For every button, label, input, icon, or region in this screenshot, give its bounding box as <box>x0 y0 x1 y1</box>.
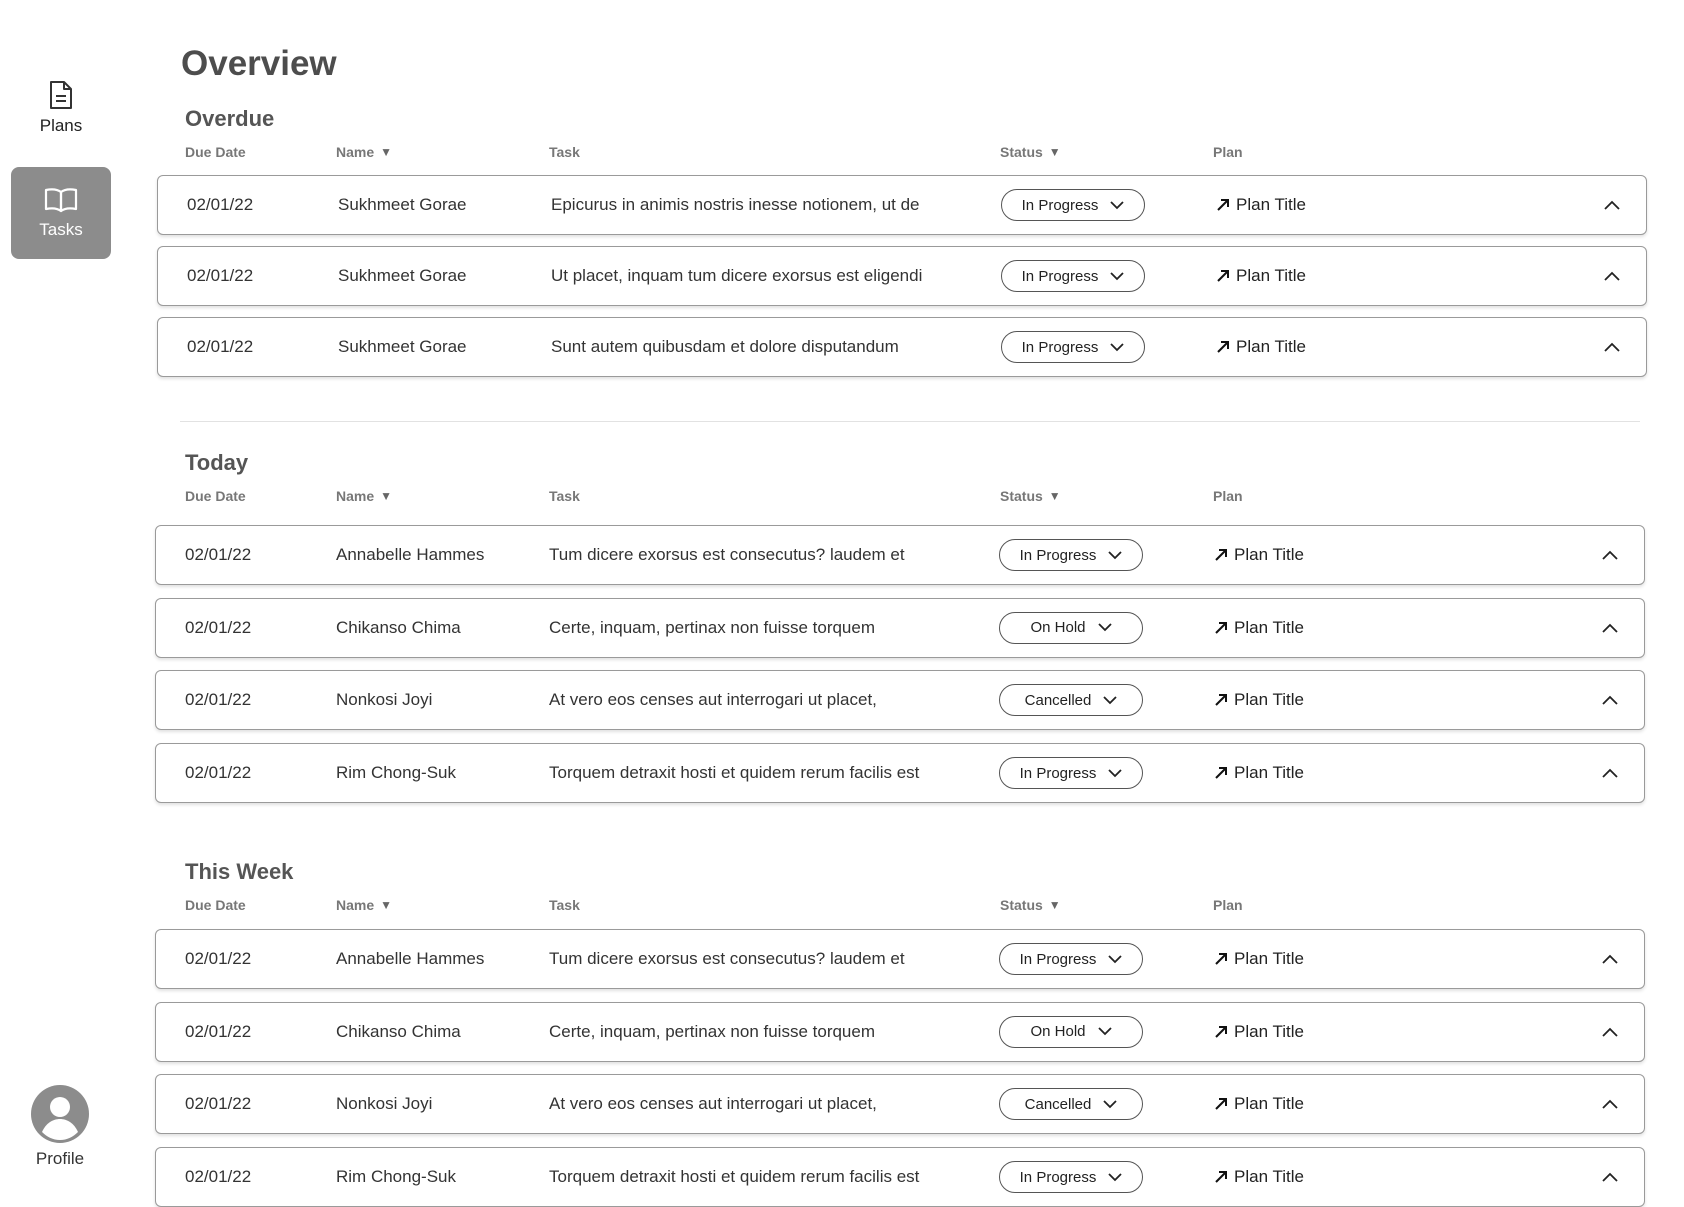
collapse-button[interactable] <box>1604 247 1620 305</box>
sidebar-item-tasks[interactable] <box>11 167 111 259</box>
due-date-cell: 02/01/22 <box>185 545 252 564</box>
column-header-label: Task <box>549 144 580 160</box>
chevron-down-icon <box>1108 551 1122 560</box>
column-header-label: Status <box>1000 488 1043 504</box>
sidebar-item-label: Plans <box>39 116 83 135</box>
column-header-plan <box>1213 144 1243 160</box>
plan-link[interactable] <box>1214 1094 1304 1114</box>
plan-cell <box>1214 1148 1304 1206</box>
due-date-cell: 02/01/22 <box>187 195 254 214</box>
chevron-down-icon <box>1108 955 1122 964</box>
chevron-up-icon <box>1602 1099 1618 1109</box>
assignee-name-cell: Annabelle Hammes <box>336 545 485 564</box>
task-row[interactable] <box>155 670 1645 730</box>
column-header-label: Status <box>1000 897 1043 913</box>
column-header-due-date <box>185 488 246 504</box>
collapse-button[interactable] <box>1604 318 1620 376</box>
column-header-label: Plan <box>1213 144 1243 160</box>
status-cell <box>999 1148 1143 1206</box>
task-description-cell: At vero eos censes aut interrogari ut placet, <box>549 690 877 710</box>
status-dropdown[interactable] <box>999 539 1143 571</box>
status-value: Cancelled <box>1024 1095 1092 1113</box>
plan-title: Plan Title <box>1234 545 1304 564</box>
status-cell <box>999 930 1143 988</box>
status-value: In Progress <box>1019 546 1097 564</box>
plan-title: Plan Title <box>1234 1094 1304 1114</box>
collapse-button[interactable] <box>1604 176 1620 234</box>
due-date-cell: 02/01/22 <box>185 763 252 783</box>
plan-link[interactable] <box>1214 949 1304 969</box>
status-cell <box>1001 176 1145 234</box>
document-icon <box>48 80 74 110</box>
column-header-label: Task <box>549 488 580 504</box>
section-title: Overdue <box>185 106 275 131</box>
chevron-up-icon <box>1602 550 1618 560</box>
status-value: In Progress <box>1021 267 1099 285</box>
status-dropdown[interactable] <box>1001 260 1145 292</box>
arrow-up-right-icon <box>1214 693 1228 707</box>
task-row[interactable] <box>155 598 1645 658</box>
status-cell <box>999 599 1143 657</box>
arrow-up-right-icon <box>1216 269 1230 283</box>
column-header-plan <box>1213 488 1243 504</box>
arrow-up-right-icon <box>1214 766 1228 780</box>
column-header-due-date <box>185 144 246 160</box>
due-date-cell: 02/01/22 <box>185 617 252 637</box>
status-value: Cancelled <box>1024 691 1092 709</box>
status-cell <box>1001 247 1145 305</box>
profile-button[interactable] <box>10 1085 110 1169</box>
plan-cell <box>1214 671 1304 729</box>
arrow-up-right-icon <box>1216 340 1230 354</box>
assignee-name-cell: Sukhmeet Gorae <box>338 337 467 356</box>
plan-link[interactable] <box>1216 195 1306 215</box>
chevron-down-icon <box>1098 623 1112 632</box>
status-dropdown[interactable] <box>1001 189 1145 221</box>
plan-title: Plan Title <box>1236 266 1306 285</box>
arrow-up-right-icon <box>1214 1170 1228 1184</box>
due-date-cell: 02/01/22 <box>187 266 254 285</box>
chevron-up-icon <box>1602 623 1618 633</box>
plan-title: Plan Title <box>1234 1167 1304 1187</box>
status-dropdown[interactable] <box>999 684 1143 716</box>
assignee-name-cell: Chikanso Chima <box>336 1021 461 1041</box>
plan-link[interactable] <box>1216 266 1306 286</box>
arrow-up-right-icon <box>1214 1097 1228 1111</box>
plan-cell <box>1216 176 1306 234</box>
assignee-name-cell: Nonkosi Joyi <box>336 1094 433 1114</box>
arrow-up-right-icon <box>1214 621 1228 635</box>
chevron-down-icon <box>1110 272 1124 281</box>
task-description-cell: At vero eos censes aut interrogari ut placet, <box>549 1094 877 1114</box>
assignee-name-cell: Sukhmeet Gorae <box>338 266 467 285</box>
assignee-name-cell: Rim Chong-Suk <box>336 763 456 783</box>
page-title: Overview <box>181 44 337 83</box>
assignee-name-cell: Sukhmeet Gorae <box>338 195 467 214</box>
chevron-down-icon <box>1108 1173 1122 1182</box>
due-date-cell: 02/01/22 <box>185 949 252 968</box>
task-description-cell: Ut placet, inquam tum dicere exorsus est eligendi <box>551 266 923 285</box>
arrow-up-right-icon <box>1214 548 1228 562</box>
task-row[interactable] <box>157 246 1647 306</box>
sort-down-icon[interactable]: ▼ <box>1048 489 1061 503</box>
collapse-button[interactable] <box>1602 930 1618 988</box>
chevron-up-icon <box>1602 1027 1618 1037</box>
task-description-cell: Torquem detraxit hosti et quidem rerum facilis est <box>549 763 920 783</box>
status-value: On Hold <box>1030 1023 1086 1041</box>
chevron-up-icon <box>1602 695 1618 705</box>
task-row[interactable] <box>155 525 1645 585</box>
plan-title: Plan Title <box>1234 763 1304 783</box>
sort-down-icon[interactable]: ▼ <box>1048 145 1061 159</box>
plan-cell <box>1214 526 1304 584</box>
sort-down-icon[interactable]: ▼ <box>380 489 393 503</box>
column-header-label: Due Date <box>185 488 246 504</box>
avatar-icon <box>31 1085 89 1143</box>
task-row[interactable] <box>155 1002 1645 1062</box>
chevron-down-icon <box>1110 201 1124 210</box>
status-value: In Progress <box>1019 950 1097 968</box>
collapse-button[interactable] <box>1602 671 1618 729</box>
chevron-down-icon <box>1110 343 1124 352</box>
plan-title: Plan Title <box>1234 690 1304 710</box>
status-dropdown[interactable] <box>1001 331 1145 363</box>
column-header-name[interactable] <box>336 144 392 160</box>
column-header-status[interactable] <box>1000 897 1061 913</box>
column-header-due-date <box>185 897 246 913</box>
plan-cell <box>1216 318 1306 376</box>
task-description-cell: Epicurus in animis nostris inesse notionem, ut de <box>551 195 920 214</box>
plan-link[interactable] <box>1214 618 1304 638</box>
status-value: In Progress <box>1021 196 1099 214</box>
task-row[interactable] <box>157 317 1647 377</box>
column-header-task <box>549 488 580 504</box>
status-dropdown[interactable] <box>999 1088 1143 1120</box>
due-date-cell: 02/01/22 <box>187 337 254 356</box>
plan-cell <box>1214 1075 1304 1133</box>
plan-link[interactable] <box>1216 337 1306 357</box>
plan-title: Plan Title <box>1234 617 1304 637</box>
assignee-name-cell: Rim Chong-Suk <box>336 1167 456 1187</box>
column-header-label: Plan <box>1213 897 1243 913</box>
status-dropdown[interactable] <box>999 1016 1143 1048</box>
task-row[interactable] <box>157 175 1647 235</box>
task-description-cell: Tum dicere exorsus est consecutus? laudem et <box>549 545 905 564</box>
column-header-label: Task <box>549 897 580 913</box>
plan-cell <box>1214 930 1304 988</box>
chevron-up-icon <box>1604 271 1620 281</box>
plan-title: Plan Title <box>1234 949 1304 968</box>
task-row[interactable] <box>155 1074 1645 1134</box>
status-value: In Progress <box>1019 1168 1097 1186</box>
chevron-up-icon <box>1602 1172 1618 1182</box>
status-dropdown[interactable] <box>999 757 1143 789</box>
arrow-up-right-icon <box>1214 1025 1228 1039</box>
plan-title: Plan Title <box>1234 1021 1304 1041</box>
column-header-label: Name <box>336 144 375 160</box>
plan-link[interactable] <box>1214 1022 1304 1042</box>
status-cell <box>999 1003 1143 1061</box>
column-header-status[interactable] <box>1000 488 1061 504</box>
sort-down-icon[interactable]: ▼ <box>380 898 393 912</box>
column-header-plan <box>1213 897 1243 913</box>
task-description-cell: Tum dicere exorsus est consecutus? laudem et <box>549 949 905 968</box>
plan-title: Plan Title <box>1236 195 1306 214</box>
column-header-status[interactable] <box>1000 144 1061 160</box>
column-header-label: Name <box>336 488 375 504</box>
plan-cell <box>1214 1003 1304 1061</box>
status-cell <box>1001 318 1145 376</box>
task-row[interactable] <box>155 1147 1645 1207</box>
status-cell <box>999 744 1143 802</box>
arrow-up-right-icon <box>1214 952 1228 966</box>
task-description-cell: Certe, inquam, pertinax non fuisse torquem <box>549 1021 876 1041</box>
plan-link[interactable] <box>1214 690 1304 710</box>
sort-down-icon[interactable]: ▼ <box>380 145 393 159</box>
column-header-label: Due Date <box>185 144 246 160</box>
plan-cell <box>1214 599 1304 657</box>
plan-link[interactable] <box>1214 545 1304 565</box>
status-cell <box>999 526 1143 584</box>
status-cell <box>999 671 1143 729</box>
section-divider <box>180 421 1640 422</box>
plan-link[interactable] <box>1214 763 1304 783</box>
due-date-cell: 02/01/22 <box>185 1167 252 1187</box>
section-title: This Week <box>185 859 294 884</box>
collapse-button[interactable] <box>1602 1148 1618 1206</box>
profile-label: Profile <box>35 1149 85 1168</box>
sidebar-item-label: Tasks <box>39 220 83 239</box>
chevron-up-icon <box>1602 954 1618 964</box>
section-title: Today <box>185 450 249 475</box>
chevron-up-icon <box>1604 342 1620 352</box>
task-description-cell: Sunt autem quibusdam et dolore disputandum <box>551 337 899 356</box>
chevron-up-icon <box>1602 768 1618 778</box>
status-value: On Hold <box>1030 619 1086 637</box>
sidebar-item-plans[interactable] <box>11 62 111 154</box>
status-dropdown[interactable] <box>999 1161 1143 1193</box>
status-value: In Progress <box>1021 338 1099 356</box>
collapse-button[interactable] <box>1602 744 1618 802</box>
sort-down-icon[interactable]: ▼ <box>1048 898 1061 912</box>
chevron-down-icon <box>1103 696 1117 705</box>
plan-cell <box>1216 247 1306 305</box>
chevron-down-icon <box>1098 1027 1112 1036</box>
sidebar <box>0 0 130 1200</box>
plan-cell <box>1214 744 1304 802</box>
column-header-name[interactable] <box>336 897 392 913</box>
task-row[interactable] <box>155 929 1645 989</box>
plan-title: Plan Title <box>1236 337 1306 356</box>
assignee-name-cell: Nonkosi Joyi <box>336 690 433 710</box>
collapse-button[interactable] <box>1602 1003 1618 1061</box>
status-value: In Progress <box>1019 764 1097 782</box>
due-date-cell: 02/01/22 <box>185 690 252 710</box>
column-header-task <box>549 144 580 160</box>
column-header-name[interactable] <box>336 488 392 504</box>
status-cell <box>999 1075 1143 1133</box>
chevron-down-icon <box>1103 1100 1117 1109</box>
due-date-cell: 02/01/22 <box>185 1094 252 1114</box>
assignee-name-cell: Chikanso Chima <box>336 617 461 637</box>
book-icon <box>44 186 78 214</box>
task-description-cell: Torquem detraxit hosti et quidem rerum facilis est <box>549 1167 920 1187</box>
due-date-cell: 02/01/22 <box>185 1021 252 1041</box>
column-header-label: Status <box>1000 144 1043 160</box>
column-header-label: Due Date <box>185 897 246 913</box>
task-description-cell: Certe, inquam, pertinax non fuisse torquem <box>549 617 876 637</box>
status-dropdown[interactable] <box>999 612 1143 644</box>
column-header-label: Plan <box>1213 488 1243 504</box>
collapse-button[interactable] <box>1602 599 1618 657</box>
assignee-name-cell: Annabelle Hammes <box>336 949 485 968</box>
collapse-button[interactable] <box>1602 1075 1618 1133</box>
column-header-task <box>549 897 580 913</box>
status-dropdown[interactable] <box>999 943 1143 975</box>
plan-link[interactable] <box>1214 1167 1304 1187</box>
chevron-up-icon <box>1604 200 1620 210</box>
column-header-label: Name <box>336 897 375 913</box>
arrow-up-right-icon <box>1216 198 1230 212</box>
chevron-down-icon <box>1108 769 1122 778</box>
collapse-button[interactable] <box>1602 526 1618 584</box>
task-row[interactable] <box>155 743 1645 803</box>
